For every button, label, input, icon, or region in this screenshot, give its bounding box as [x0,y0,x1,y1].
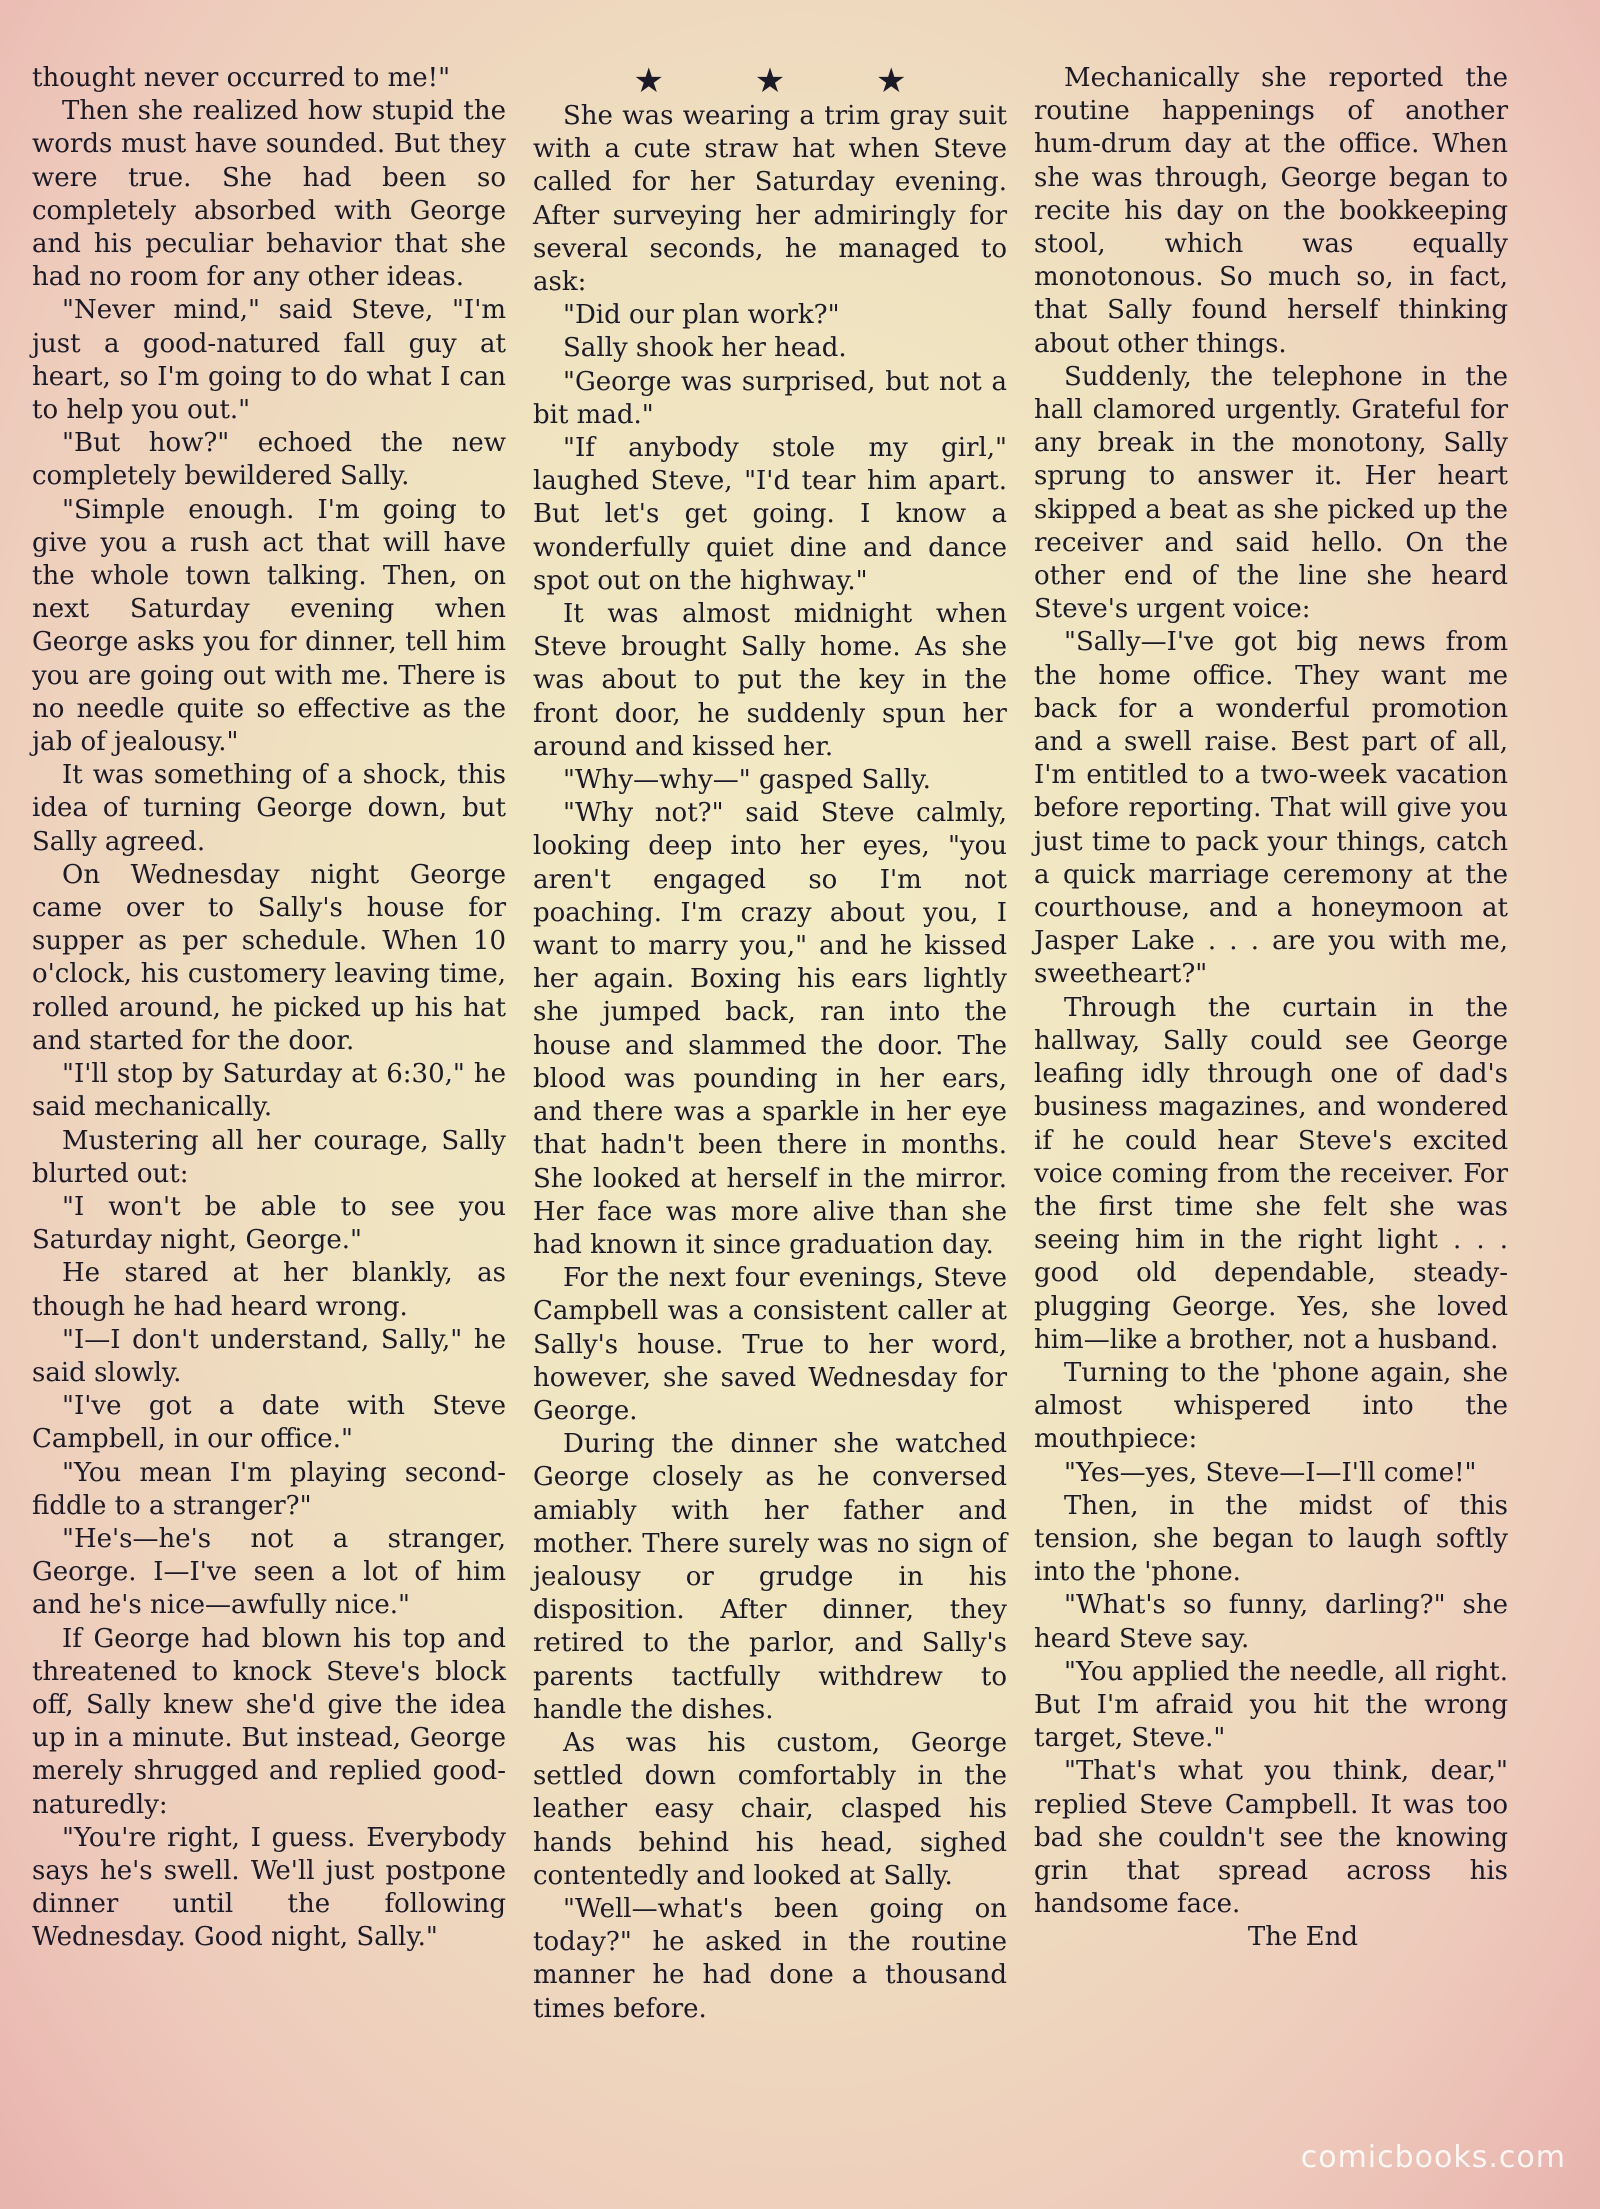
paragraph: "If anybody stole my girl," laughed Steve, "I'd tear him apart. But let's get going. I know a wonderfully quiet dine and dance spot out on the highway." [533,433,1007,596]
paragraph: "You mean I'm playing second-fiddle to a stranger?" [32,1457,506,1521]
text-column-1 [32,62,506,1955]
text-column-3 [1034,62,1508,1955]
paragraph: During the dinner she watched George closely as he conversed amiably with her father and mother. There surely was no sign of jealousy or grudge in his disposition. After dinner, they retired to the parlor, and Sally's parents tactfully withdrew to handle the dishes. [533,1429,1007,1725]
paragraph: "I've got a date with Steve Campbell, in our office." [32,1391,506,1455]
text-column-2 [533,62,1007,2026]
paragraph: "He's—he's not a stranger, George. I—I've seen a lot of him and he's nice—awfully nice." [32,1523,506,1621]
section-break-stars: ★ ★ ★ [633,61,947,101]
paragraph: "I—I don't understand, Sally," he said slowly. [32,1324,506,1388]
paragraph: He stared at her blankly, as though he had heard wrong. [32,1258,506,1322]
paragraph: "Yes—yes, Steve—I—I'll come!" [1064,1457,1477,1488]
paragraph: "That's what you think, dear," replied Steve Campbell. It was too bad she couldn't see the knowing grin that spread across his handsome face. [1034,1756,1508,1920]
paragraph: "George was surprised, but not a bit mad." [533,366,1007,430]
paragraph: Mechanically she reported the routine happenings of another hum-drum day at the office. When she was through, George began to recite his day on the bookkeeping stool, which was equally monotonous. So much so, in fact, that Sally found herself thinking about other things. [1034,63,1508,359]
paragraph: Then, in the midst of this tension, she began to laugh softly into the 'phone. [1034,1490,1508,1588]
paragraph: "What's so funny, darling?" she heard Steve say. [1034,1590,1508,1654]
paragraph: "I'll stop by Saturday at 6:30," he said mechanically. [32,1059,506,1123]
paragraph: "I won't be able to see you Saturday night, George." [32,1191,506,1256]
paragraph: "Never mind," said Steve, "I'm just a good-natured fall guy at heart, so I'm going to do what I can to help you out." [32,295,506,426]
watermark-text: comicbooks.com [1300,2140,1566,2175]
paragraph: For the next four evenings, Steve Campbell was a consistent caller at Sally's house. True to her word, however, she saved Wednesday for George. [533,1263,1007,1426]
paragraph: "Why not?" said Steve calmly, looking deep into her eyes, "you aren't engaged so I'm not poaching. I'm crazy about you, I want to marry you," and he kissed her again. Boxing his ears lightly she jumped back, ran into the house and slammed the door. The blood was pounding in her ears, and there was a sparkle in her eye that hadn't been there in months. She looked at herself in the mirror. Her face was more alive than she had known it since graduation day. [533,798,1007,1260]
paragraph: As was his custom, George settled down comfortably in the leather easy chair, clasped his hands behind his head, sighed contentedly and looked at Sally. [533,1727,1007,1891]
paragraph: Then she realized how stupid the words must have sounded. But they were true. She had been so completely absorbed with George and his peculiar behavior that she had no room for any other ideas. [32,96,506,293]
paragraph: "Well—what's been going on today?" he asked in the routine manner he had done a thousand times before. [533,1893,1007,2024]
paragraph: If George had blown his top and threatened to knock Steve's block off, Sally knew she'd give the idea up in a minute. But instead, George merely shrugged and replied good-naturedly: [32,1623,506,1820]
paragraph: thought never occurred to me!" [32,63,451,93]
paragraph: She was wearing a trim gray suit with a cute straw hat when Steve called for her Saturday evening. After surveying her admiringly for several seconds, he managed to ask: [533,101,1007,298]
paragraph: Mustering all her courage, Sally blurted out: [32,1125,506,1189]
the-end-label: The End [1247,1922,1358,1953]
paragraph: "But how?" echoed the new completely bewildered Sally. [32,428,506,492]
paragraph: It was almost midnight when Steve brought Sally home. As she was about to put the key in the front door, he suddenly spun her around and kissed her. [533,599,1007,762]
paragraph: "Simple enough. I'm going to give you a rush act that will have the whole town talking. Then, on next Saturday evening when George asks you for dinner, tell him you are going out with me. There is no needle quite so effective as the jab of jealousy." [32,494,506,758]
paragraph: It was something of a shock, this idea of turning George down, but Sally agreed. [32,760,506,857]
paragraph: Suddenly, the telephone in the hall clamored urgently. Grateful for any break in the monotony, Sally sprung to answer it. Her heart skipped a beat as she picked up the receiver and said hello. On the other end of the line she heard Steve's urgent voice: [1034,361,1508,625]
paragraph: "Why—why—" gasped Sally. [563,765,931,796]
paragraph: "You're right, I guess. Everybody says he's swell. We'll just postpone dinner until the following Wednesday. Good night, Sally." [32,1822,506,1953]
paragraph: Turning to the 'phone again, she almost whispered into the mouthpiece: [1034,1357,1508,1455]
paragraph: On Wednesday night George came over to Sally's house for supper as per schedule. When 10 o'clock, his customery leaving time, rolled around, he picked up his hat and started for the door. [32,859,506,1056]
paragraph: Through the curtain in the hallway, Sally could see George leafing idly through one of dad's business magazines, and wondered if he could hear Steve's excited voice coming from the receiver. For the first time she felt she was seeing him in the right light . . . good old dependable, steady-plugging George. Yes, she loved him—like a brother, not a husband. [1034,992,1508,1355]
paragraph: "Did our plan work?" [563,300,840,331]
paragraph: "Sally—I've got big news from the home office. They want me back for a wonderful promotion and a swell raise. Best part of all, I'm entitled to a two-week vacation before reporting. That will give you just time to pack your things, catch a quick marriage ceremony at the courthouse, and a honeymoon at Jasper Lake . . . are you with me, sweetheart?" [1034,627,1508,990]
paragraph: "You applied the needle, all right. But I'm afraid you hit the wrong target, Steve." [1034,1656,1508,1754]
paragraph: Sally shook her head. [563,333,847,364]
